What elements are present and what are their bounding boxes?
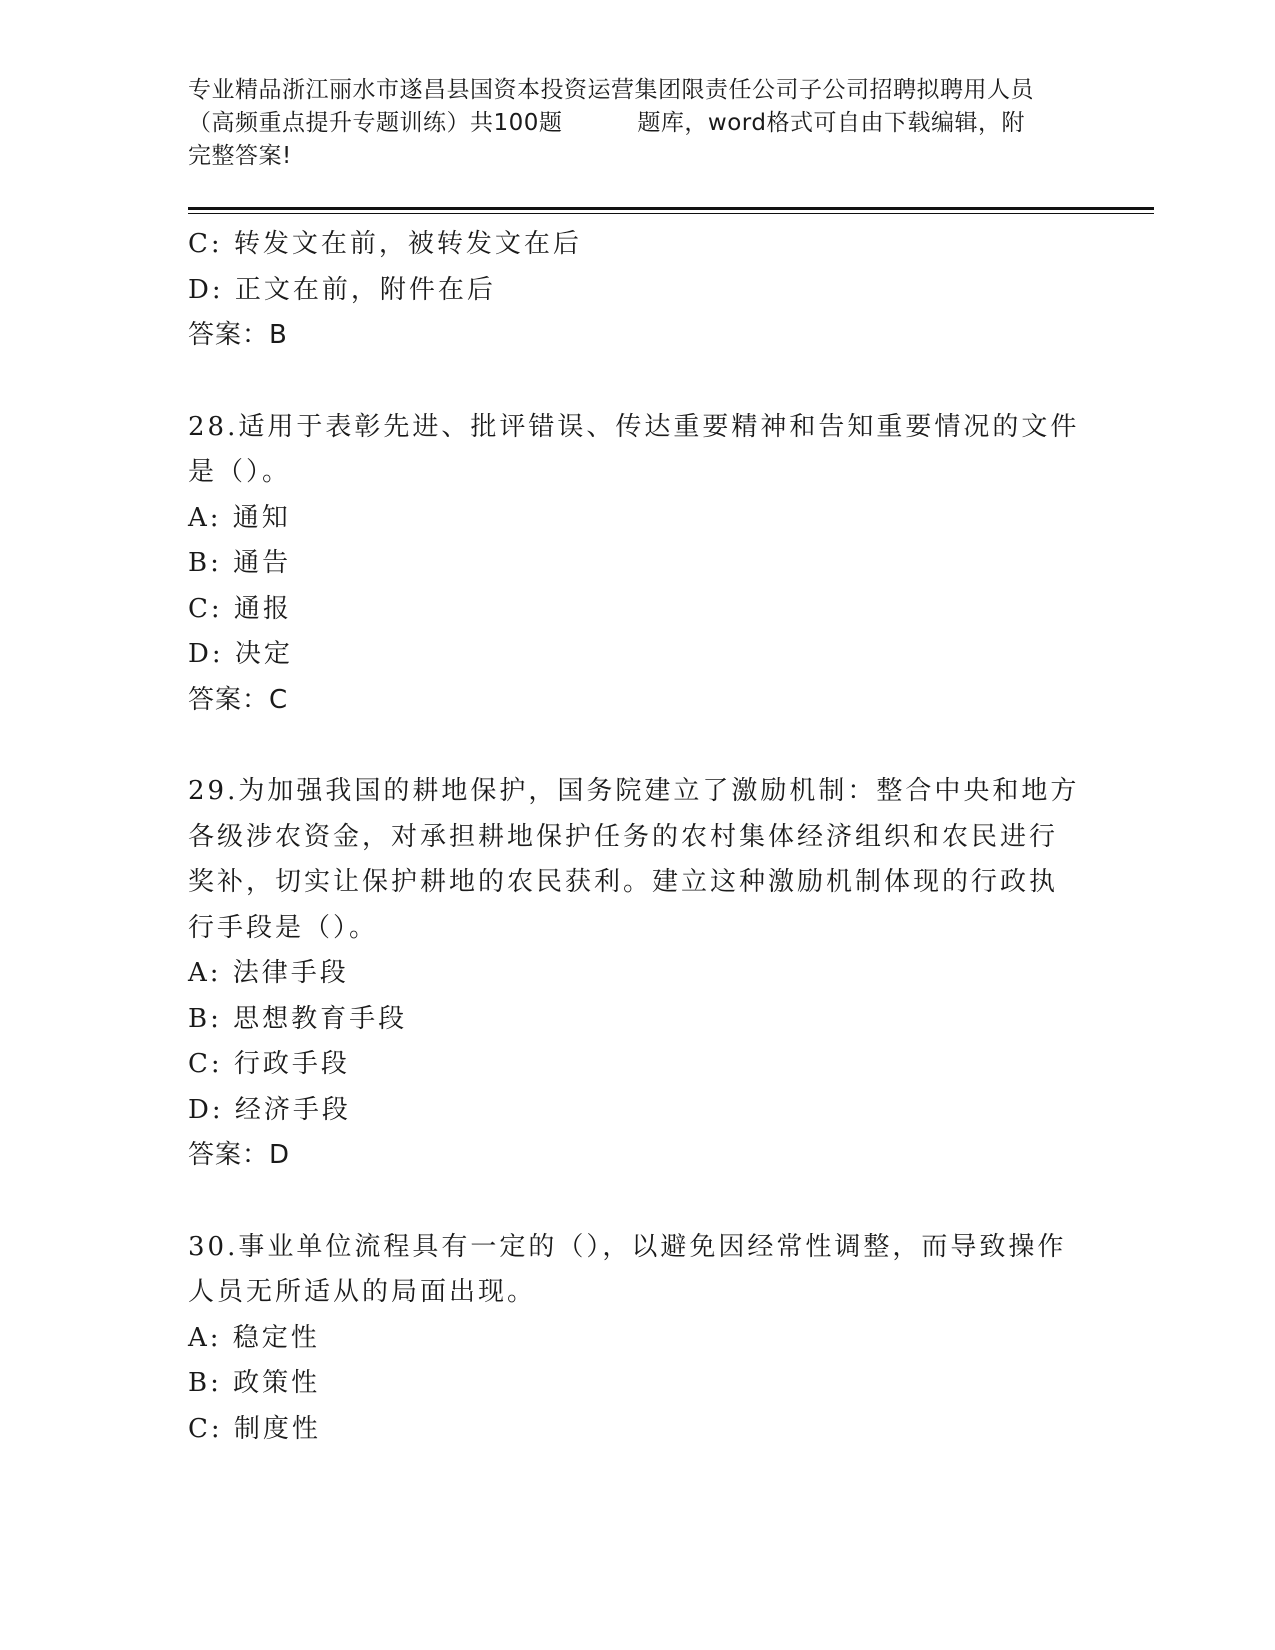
option-a: A: 法律手段 bbox=[188, 958, 349, 988]
option-d: D: 经济手段 bbox=[188, 1094, 351, 1125]
option-c: C: 通报 bbox=[188, 593, 292, 624]
question-stem-line: 人员无所适从的局面出现。 bbox=[188, 1277, 537, 1307]
option-a: A: 通知 bbox=[188, 502, 291, 533]
answer-line: 答案：D bbox=[188, 1140, 291, 1170]
question-stem-line: 奖补，切实让保护耕地的农民获利。建立这种激励机制体现的行政执 bbox=[188, 867, 1059, 897]
question-stem-line: 行手段是（）。 bbox=[188, 912, 379, 943]
option-a: A: 稳定性 bbox=[188, 1322, 320, 1353]
header-line-2-part-1: （高频重点提升专题训练）共100题 bbox=[188, 110, 563, 136]
header-divider-thin bbox=[188, 213, 1154, 214]
header-line-3: 完整答案! bbox=[188, 143, 292, 169]
question-stem-line: 28.适用于表彰先进、批评错误、传达重要精神和告知重要情况的文件 bbox=[188, 411, 1080, 442]
option-d: D: 正文在前，附件在后 bbox=[188, 274, 496, 305]
option-b: B: 思想教育手段 bbox=[188, 1003, 408, 1034]
option-b: B: 政策性 bbox=[188, 1368, 321, 1398]
option-b: B: 通告 bbox=[188, 548, 292, 578]
question-content bbox=[188, 222, 1088, 1452]
header-line-2-part-2: 题库，word格式可自由下载编辑，附 bbox=[637, 110, 1025, 136]
option-c: C: 行政手段 bbox=[188, 1049, 350, 1079]
option-c: C: 制度性 bbox=[188, 1413, 321, 1444]
header-line-2 bbox=[188, 107, 1088, 140]
option-c: C: 转发文在前，被转发文在后 bbox=[188, 229, 582, 259]
answer-line: 答案：C bbox=[188, 684, 289, 715]
header-divider-thick bbox=[188, 207, 1154, 210]
question-stem-line: 各级涉农资金，对承担耕地保护任务的农村集体经济组织和农民进行 bbox=[188, 821, 1059, 852]
question-stem-line: 是（）。 bbox=[188, 457, 292, 487]
question-stem-line: 29.为加强我国的耕地保护，国务院建立了激励机制：整合中央和地方 bbox=[188, 776, 1080, 806]
answer-line: 答案：B bbox=[188, 320, 288, 350]
option-d: D: 决定 bbox=[188, 639, 293, 669]
question-stem-line: 30.事业单位流程具有一定的（），以避免因经常性调整，而导致操作 bbox=[188, 1231, 1067, 1262]
header-line-1: 专业精品浙江丽水市遂昌县国资本投资运营集团限责任公司子公司招聘拟聘用人员 bbox=[188, 77, 1034, 103]
document-header bbox=[188, 74, 1088, 173]
